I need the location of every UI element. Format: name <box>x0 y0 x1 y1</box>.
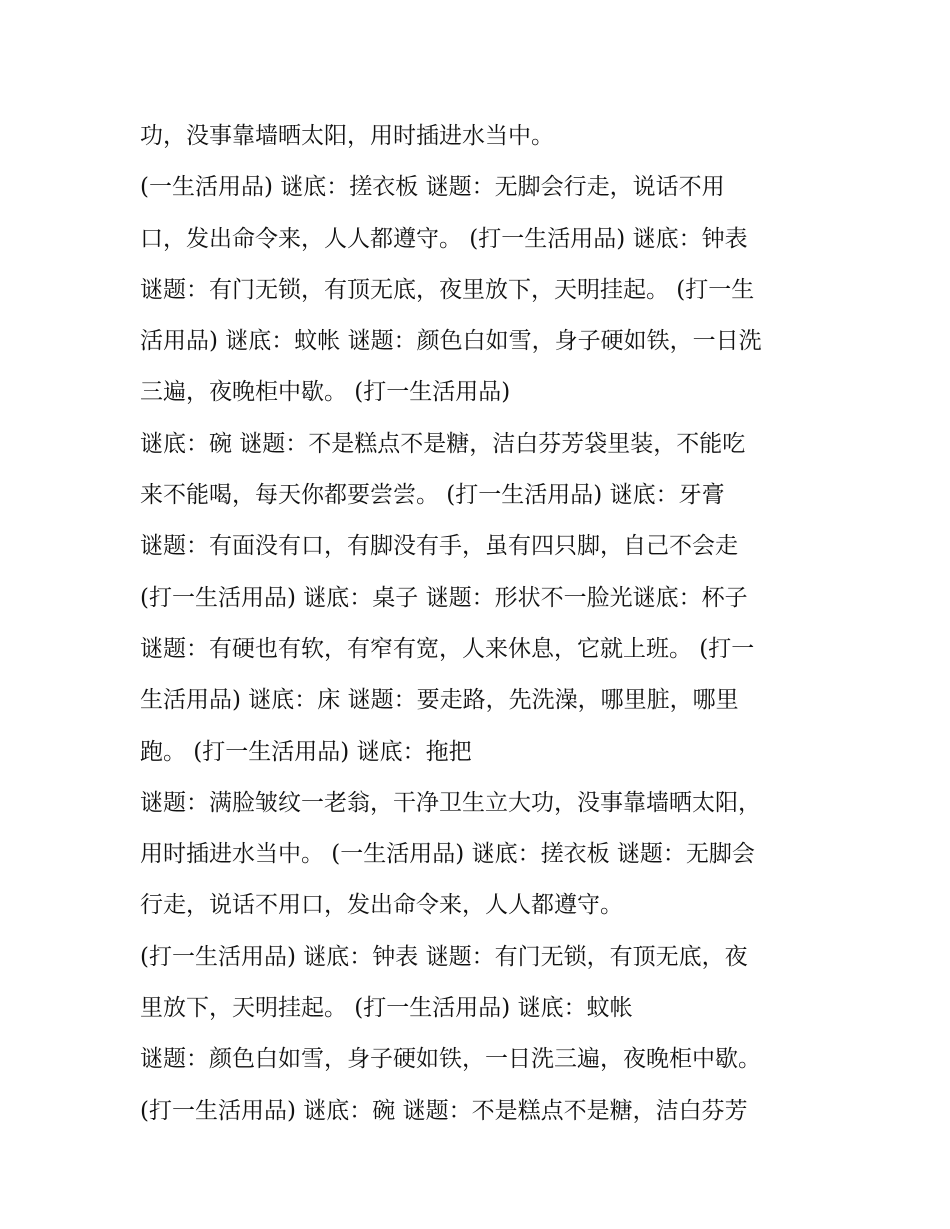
text-line: (打一生活用品) 谜底：碗 谜题：不是糕点不是糖，洁白芬芳 <box>140 1097 748 1124</box>
text-line: 行走，说话不用口，发出命令来，人人都遵守。 <box>140 892 623 919</box>
text-line: 谜题：颜色白如雪，身子硬如铁，一日洗三遍，夜晚柜中歇。 <box>140 1046 761 1073</box>
text-line: 谜题：有硬也有软，有窄有宽，人来休息，它就上班。 (打一 <box>140 635 755 662</box>
text-line: (打一生活用品) 谜底：桌子 谜题：形状不一脸光谜底：杯子 <box>140 584 748 611</box>
text-line: 谜底：碗 谜题：不是糕点不是糖，洁白芬芳袋里装，不能吃 <box>140 430 746 457</box>
text-line: 三遍，夜晚柜中歇。 (打一生活用品) <box>140 379 511 406</box>
text-line: 活用品) 谜底：蚊帐 谜题：颜色白如雪，身子硬如铁，一日洗 <box>140 328 762 355</box>
text-body <box>140 111 820 1137</box>
text-line: 谜题：有面没有口，有脚没有手，虽有四只脚，自己不会走 <box>140 533 738 560</box>
text-line: (一生活用品) 谜底：搓衣板 谜题：无脚会行走，说话不用 <box>140 174 725 201</box>
text-line: 生活用品) 谜底：床 谜题：要走路，先洗澡，哪里脏，哪里 <box>140 687 739 714</box>
text-line: 里放下，天明挂起。 (打一生活用品) 谜底：蚊帐 <box>140 995 633 1022</box>
text-line: 用时插进水当中。 (一生活用品) 谜底：搓衣板 谜题：无脚会 <box>140 841 755 868</box>
text-line: (打一生活用品) 谜底：钟表 谜题：有门无锁，有顶无底，夜 <box>140 943 748 970</box>
text-line: 谜题：有门无锁，有顶无底，夜里放下，天明挂起。 (打一生 <box>140 276 755 303</box>
text-line: 来不能喝，每天你都要尝尝。 (打一生活用品) 谜底：牙膏 <box>140 482 725 509</box>
text-line: 功，没事靠墙晒太阳，用时插进水当中。 <box>140 123 554 149</box>
text-line: 谜题：满脸皱纹一老翁，干净卫生立大功，没事靠墙晒太阳， <box>140 789 761 816</box>
text-line: 跑。 (打一生活用品) 谜底：拖把 <box>140 738 472 765</box>
text-line: 口，发出命令来，人人都遵守。 (打一生活用品) 谜底：钟表 <box>140 225 748 252</box>
